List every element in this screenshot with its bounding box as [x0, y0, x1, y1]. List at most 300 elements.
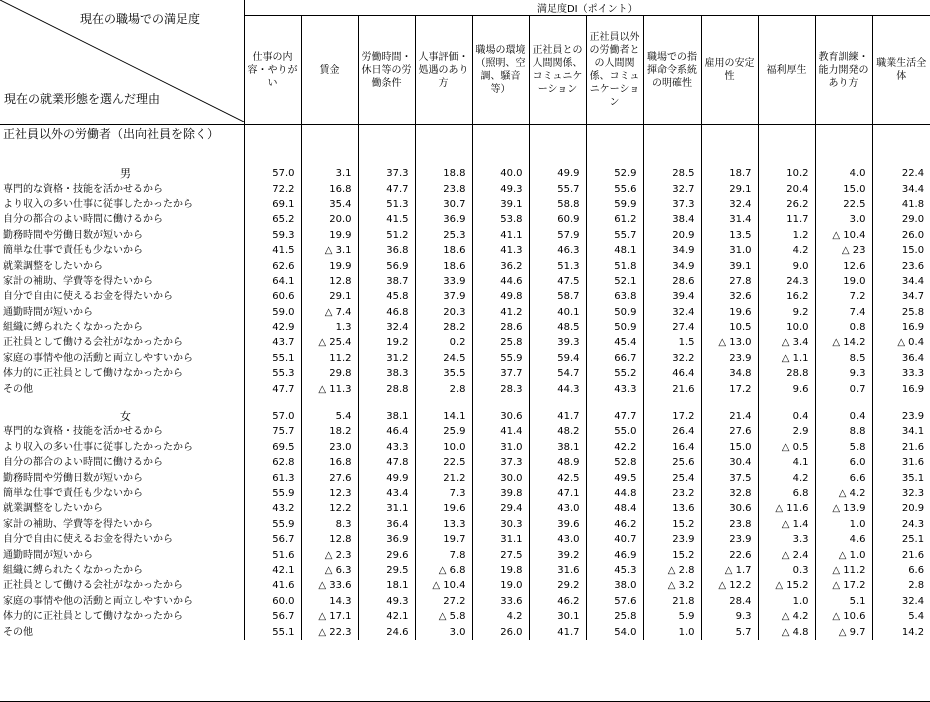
row-label: 自分で自由に使えるお金を得たいから [3, 534, 173, 546]
di-value: 39.1 [472, 197, 529, 212]
di-value: 0.3 [758, 563, 815, 578]
column-header-label: 仕事の内容・やりがい [247, 51, 298, 89]
di-value: 62.6 [244, 258, 301, 273]
group-total-row [0, 166, 930, 181]
di-value: 1.0 [815, 517, 872, 532]
di-value: △ 9.7 [815, 624, 872, 639]
di-value: 36.9 [415, 212, 472, 227]
di-value: 18.1 [358, 578, 415, 593]
di-value: 41.8 [872, 197, 930, 212]
di-value: 31.1 [472, 532, 529, 547]
column-header-label: 職場の環境（照明、空調、騒音等） [475, 45, 526, 95]
di-value: 5.4 [301, 409, 358, 424]
table-body [0, 125, 930, 640]
di-value: 18.6 [415, 243, 472, 258]
di-value: 0.4 [758, 409, 815, 424]
di-value: 23.6 [872, 258, 930, 273]
spacer-row [0, 154, 930, 166]
row-label: 自分で自由に使えるお金を得たいから [3, 291, 173, 303]
di-value: △ 2.3 [301, 547, 358, 562]
di-value: 55.2 [586, 366, 643, 381]
column-header-label: 職場での指揮命令系統の明確性 [647, 51, 697, 89]
di-value: 46.2 [529, 594, 586, 609]
di-value: 61.3 [244, 470, 301, 485]
row-label: 自分の都合のよい時間に働けるから [3, 457, 163, 469]
di-value: 16.9 [872, 320, 930, 335]
di-value: 42.1 [358, 609, 415, 624]
di-value: 50.9 [586, 320, 643, 335]
di-value: 29.1 [301, 289, 358, 304]
di-value: 55.1 [244, 351, 301, 366]
di-value: 2.8 [872, 578, 930, 593]
table-row [0, 320, 930, 335]
di-value: 58.7 [529, 289, 586, 304]
di-value: 46.9 [586, 547, 643, 562]
di-value: 1.0 [643, 624, 701, 639]
di-value: △ 4.8 [758, 624, 815, 639]
di-value: 61.2 [586, 212, 643, 227]
column-header [472, 16, 529, 125]
di-value: 19.2 [358, 335, 415, 350]
column-header-label: 職業生活全体 [876, 58, 927, 82]
di-value: 8.3 [301, 517, 358, 532]
di-value: 44.6 [472, 274, 529, 289]
di-value: 26.4 [643, 424, 701, 439]
di-value: 56.9 [358, 258, 415, 273]
column-header [358, 16, 415, 125]
di-value: 31.4 [701, 212, 758, 227]
di-value: 1.2 [758, 228, 815, 243]
table-row [0, 424, 930, 439]
di-value: 2.9 [758, 424, 815, 439]
di-value: 43.2 [244, 501, 301, 516]
di-value: 24.6 [358, 624, 415, 639]
di-value: 11.7 [758, 212, 815, 227]
di-value: 4.2 [472, 609, 529, 624]
corner-bottom-label: 現在の就業形態を選んだ理由 [4, 92, 161, 106]
di-value: 44.8 [586, 486, 643, 501]
di-value: 29.1 [701, 181, 758, 196]
di-value: 20.9 [872, 501, 930, 516]
di-value: 30.7 [415, 197, 472, 212]
di-value: 39.3 [529, 335, 586, 350]
di-value: 16.2 [758, 289, 815, 304]
column-header [301, 16, 358, 125]
di-value: △ 3.1 [301, 243, 358, 258]
di-value: △ 5.8 [415, 609, 472, 624]
di-value: 28.8 [758, 366, 815, 381]
di-value: 13.6 [643, 501, 701, 516]
di-value: 29.0 [872, 212, 930, 227]
di-value: 41.1 [472, 228, 529, 243]
di-value: 36.4 [358, 517, 415, 532]
di-value: 9.2 [758, 305, 815, 320]
di-value: 55.7 [529, 181, 586, 196]
di-value: 49.5 [586, 470, 643, 485]
di-value: 39.1 [701, 258, 758, 273]
table-row [0, 381, 930, 396]
di-value: 25.4 [643, 470, 701, 485]
di-value: 20.4 [758, 181, 815, 196]
di-value: 30.6 [472, 409, 529, 424]
di-value: 57.9 [529, 228, 586, 243]
di-value: 29.2 [529, 578, 586, 593]
di-value: 6.6 [872, 563, 930, 578]
di-value: 3.1 [301, 166, 358, 181]
di-value: 4.0 [815, 166, 872, 181]
table-row [0, 305, 930, 320]
di-value: 72.2 [244, 181, 301, 196]
di-value: 42.1 [244, 563, 301, 578]
spacer-row [0, 397, 930, 409]
di-value: △ 10.6 [815, 609, 872, 624]
column-header [529, 16, 586, 125]
row-label: 家計の補助、学費等を得たいから [3, 275, 153, 287]
di-value: 47.7 [244, 381, 301, 396]
di-value: 23.9 [872, 409, 930, 424]
di-value: 17.2 [701, 381, 758, 396]
di-value: △ 14.2 [815, 335, 872, 350]
di-value: △ 7.4 [301, 305, 358, 320]
di-value: 23.2 [643, 486, 701, 501]
di-value: 16.8 [301, 181, 358, 196]
row-label: 家計の補助、学費等を得たいから [3, 518, 153, 530]
di-value: 21.4 [701, 409, 758, 424]
di-value: △ 4.2 [815, 486, 872, 501]
row-label: 家庭の事情や他の活動と両立しやすいから [3, 595, 193, 607]
di-value: 36.9 [358, 532, 415, 547]
di-value: 32.4 [643, 305, 701, 320]
di-value: 55.9 [244, 517, 301, 532]
di-value: 45.8 [358, 289, 415, 304]
table-row [0, 181, 930, 196]
column-header-label: 労働時間・休日等の労働条件 [361, 51, 412, 89]
di-value: 41.4 [472, 424, 529, 439]
di-value: 75.7 [244, 424, 301, 439]
di-value: 41.5 [358, 212, 415, 227]
di-value: 45.3 [586, 563, 643, 578]
di-value: 16.8 [301, 455, 358, 470]
di-value: 43.7 [244, 335, 301, 350]
di-value: 3.3 [758, 532, 815, 547]
di-value: 24.5 [415, 351, 472, 366]
di-value: 4.1 [758, 455, 815, 470]
di-value: 6.8 [758, 486, 815, 501]
di-value: 50.9 [586, 305, 643, 320]
di-value: △ 1.1 [758, 351, 815, 366]
di-value: 12.6 [815, 258, 872, 273]
row-label: 家庭の事情や他の活動と両立しやすいから [3, 352, 193, 364]
di-value: 7.2 [815, 289, 872, 304]
row-label: 組織に縛られたくなかったから [3, 564, 143, 576]
di-value: 0.7 [815, 381, 872, 396]
group-total-row [0, 409, 930, 424]
di-value: 16.4 [643, 440, 701, 455]
di-value: 4.2 [758, 243, 815, 258]
di-value: 42.9 [244, 320, 301, 335]
row-label: その他 [3, 626, 33, 638]
row-label: 通勤時間が短いから [3, 306, 93, 318]
di-value: 48.5 [529, 320, 586, 335]
di-value: 30.3 [472, 517, 529, 532]
di-value: 29.5 [358, 563, 415, 578]
di-value: 26.0 [472, 624, 529, 639]
di-value: 49.8 [472, 289, 529, 304]
di-value: 23.9 [643, 532, 701, 547]
di-value: 54.7 [529, 366, 586, 381]
di-value: 55.9 [244, 486, 301, 501]
di-value: 1.0 [758, 594, 815, 609]
di-value: △ 0.4 [872, 335, 930, 350]
di-value: 53.8 [472, 212, 529, 227]
di-value: 40.7 [586, 532, 643, 547]
di-value: 42.5 [529, 470, 586, 485]
di-value: 34.8 [701, 366, 758, 381]
di-value: 19.6 [415, 501, 472, 516]
di-value: 32.2 [643, 351, 701, 366]
di-value: 27.4 [643, 320, 701, 335]
di-value: 22.5 [815, 197, 872, 212]
di-value: 49.9 [358, 470, 415, 485]
di-value: 10.5 [701, 320, 758, 335]
di-value: 43.0 [529, 501, 586, 516]
di-value: 51.6 [244, 547, 301, 562]
column-header [415, 16, 472, 125]
di-value: △ 2.8 [643, 563, 701, 578]
column-header [701, 16, 758, 125]
di-value: △ 10.4 [415, 578, 472, 593]
table-row [0, 563, 930, 578]
di-value: 64.1 [244, 274, 301, 289]
di-value: 43.3 [586, 381, 643, 396]
di-value: 55.9 [472, 351, 529, 366]
di-value: 21.2 [415, 470, 472, 485]
di-value: 38.1 [529, 440, 586, 455]
di-value: 26.2 [758, 197, 815, 212]
di-value: 57.0 [244, 166, 301, 181]
row-label: 男 [120, 167, 131, 181]
di-value: 19.9 [301, 258, 358, 273]
di-value: 25.1 [872, 532, 930, 547]
di-value: 34.7 [872, 289, 930, 304]
di-value: △ 22.3 [301, 624, 358, 639]
row-label: 女 [120, 410, 131, 424]
di-value: 39.2 [529, 547, 586, 562]
table-row [0, 470, 930, 485]
di-value: 37.3 [358, 166, 415, 181]
di-value: 37.7 [472, 366, 529, 381]
table-row [0, 351, 930, 366]
di-value: 29.8 [301, 366, 358, 381]
di-value: 18.7 [701, 166, 758, 181]
di-value: 15.2 [643, 547, 701, 562]
di-value: 19.6 [701, 305, 758, 320]
di-value: △ 3.2 [643, 578, 701, 593]
di-value: 28.3 [472, 381, 529, 396]
corner-top-label: 現在の職場での満足度 [80, 12, 201, 26]
di-value: 4.2 [758, 470, 815, 485]
di-value: 44.3 [529, 381, 586, 396]
di-value: 18.6 [415, 258, 472, 273]
di-value: 55.1 [244, 624, 301, 639]
di-value: 12.8 [301, 274, 358, 289]
di-value: 27.5 [472, 547, 529, 562]
di-value: 52.9 [586, 166, 643, 181]
di-value: 37.5 [701, 470, 758, 485]
di-value: 36.2 [472, 258, 529, 273]
di-value: 51.2 [358, 228, 415, 243]
di-value: 39.6 [529, 517, 586, 532]
di-value: 59.3 [244, 228, 301, 243]
di-value: 38.1 [358, 409, 415, 424]
di-value: 29.6 [358, 547, 415, 562]
di-value: △ 1.4 [758, 517, 815, 532]
di-value: 32.6 [701, 289, 758, 304]
di-value: 63.8 [586, 289, 643, 304]
di-value: 18.8 [415, 166, 472, 181]
di-value: 5.7 [701, 624, 758, 639]
di-value: 27.6 [701, 424, 758, 439]
di-value: 65.2 [244, 212, 301, 227]
di-value: 5.1 [815, 594, 872, 609]
di-value: 34.4 [872, 181, 930, 196]
di-value: 59.4 [529, 351, 586, 366]
di-value: 32.4 [701, 197, 758, 212]
di-value: 32.4 [358, 320, 415, 335]
di-value: 41.2 [472, 305, 529, 320]
row-label: 就業調整をしたいから [3, 260, 103, 272]
di-value: 23.0 [301, 440, 358, 455]
di-value: 22.6 [701, 547, 758, 562]
column-header [872, 16, 930, 125]
row-label: 簡単な仕事で責任も少ないから [3, 245, 143, 257]
table-row [0, 594, 930, 609]
di-value: 69.1 [244, 197, 301, 212]
di-value: 41.6 [244, 578, 301, 593]
column-header-label: 雇用の安定性 [704, 58, 755, 82]
di-value: 15.0 [872, 243, 930, 258]
di-value: 48.4 [586, 501, 643, 516]
table-row [0, 243, 930, 258]
table-row [0, 197, 930, 212]
di-value: 36.8 [358, 243, 415, 258]
row-label: その他 [3, 383, 33, 395]
di-value: 39.4 [643, 289, 701, 304]
table-row [0, 609, 930, 624]
di-value: △ 12.2 [701, 578, 758, 593]
di-value: 47.1 [529, 486, 586, 501]
row-label: 体力的に正社員として働けなかったから [3, 368, 183, 380]
di-value: 1.3 [301, 320, 358, 335]
column-header-label: 福利厚生 [766, 64, 807, 76]
di-value: 9.6 [758, 381, 815, 396]
di-value: 43.3 [358, 440, 415, 455]
di-value: 25.8 [472, 335, 529, 350]
table-row [0, 228, 930, 243]
di-value: 22.4 [872, 166, 930, 181]
di-value: 10.0 [758, 320, 815, 335]
table-row [0, 624, 930, 639]
di-value: 37.3 [643, 197, 701, 212]
di-value: 60.9 [529, 212, 586, 227]
table-row [0, 455, 930, 470]
di-value: 12.8 [301, 532, 358, 547]
di-value: 49.3 [472, 181, 529, 196]
di-value: 62.8 [244, 455, 301, 470]
di-value: 24.3 [758, 274, 815, 289]
di-value: 10.2 [758, 166, 815, 181]
di-value: 9.3 [701, 609, 758, 624]
di-value: 48.1 [586, 243, 643, 258]
di-value: 22.5 [415, 455, 472, 470]
di-value: 27.2 [415, 594, 472, 609]
column-header-label: 教育訓練・能力開発のあり方 [818, 51, 869, 89]
di-value: 8.8 [815, 424, 872, 439]
row-label: 体力的に正社員として働けなかったから [3, 611, 183, 623]
row-label: 就業調整をしたいから [3, 503, 103, 515]
di-value: 11.2 [301, 351, 358, 366]
table-row [0, 274, 930, 289]
di-value: 45.4 [586, 335, 643, 350]
di-value: 34.9 [643, 243, 701, 258]
di-value: △ 2.4 [758, 547, 815, 562]
di-value: 33.6 [472, 594, 529, 609]
di-value: 17.2 [643, 409, 701, 424]
di-value: 47.5 [529, 274, 586, 289]
di-value: 30.1 [529, 609, 586, 624]
di-value: 54.0 [586, 624, 643, 639]
di-value: 4.6 [815, 532, 872, 547]
di-value: 30.6 [701, 501, 758, 516]
row-label: より収入の多い仕事に従事したかったから [3, 441, 193, 453]
di-value: 32.8 [701, 486, 758, 501]
di-value: 5.8 [815, 440, 872, 455]
di-value: 2.8 [415, 381, 472, 396]
di-value: 23.8 [415, 181, 472, 196]
di-value: 59.9 [586, 197, 643, 212]
di-value: 33.3 [872, 366, 930, 381]
di-value: 0.2 [415, 335, 472, 350]
di-value: △ 13.0 [701, 335, 758, 350]
di-value: 57.6 [586, 594, 643, 609]
di-value: 55.3 [244, 366, 301, 381]
di-value: 31.2 [358, 351, 415, 366]
di-value: 25.8 [586, 609, 643, 624]
di-value: 26.0 [872, 228, 930, 243]
di-value: 14.3 [301, 594, 358, 609]
row-label: 正社員として働ける会社がなかったから [3, 337, 183, 349]
row-label: 組織に縛られたくなかったから [3, 322, 143, 334]
di-value: 31.6 [872, 455, 930, 470]
row-label: 自分の都合のよい時間に働けるから [3, 214, 163, 226]
di-value: 28.6 [472, 320, 529, 335]
di-value: 23.9 [701, 532, 758, 547]
di-value: 46.8 [358, 305, 415, 320]
di-value: 30.4 [701, 455, 758, 470]
di-value: 41.7 [529, 409, 586, 424]
table-row [0, 578, 930, 593]
di-value: 59.0 [244, 305, 301, 320]
column-header [244, 16, 301, 125]
di-value: 48.2 [529, 424, 586, 439]
di-value: △ 17.2 [815, 578, 872, 593]
table-row [0, 532, 930, 547]
di-value: 10.0 [415, 440, 472, 455]
di-value: 33.9 [415, 274, 472, 289]
di-value: 55.0 [586, 424, 643, 439]
di-value: 32.4 [872, 594, 930, 609]
di-value: △ 4.2 [758, 609, 815, 624]
